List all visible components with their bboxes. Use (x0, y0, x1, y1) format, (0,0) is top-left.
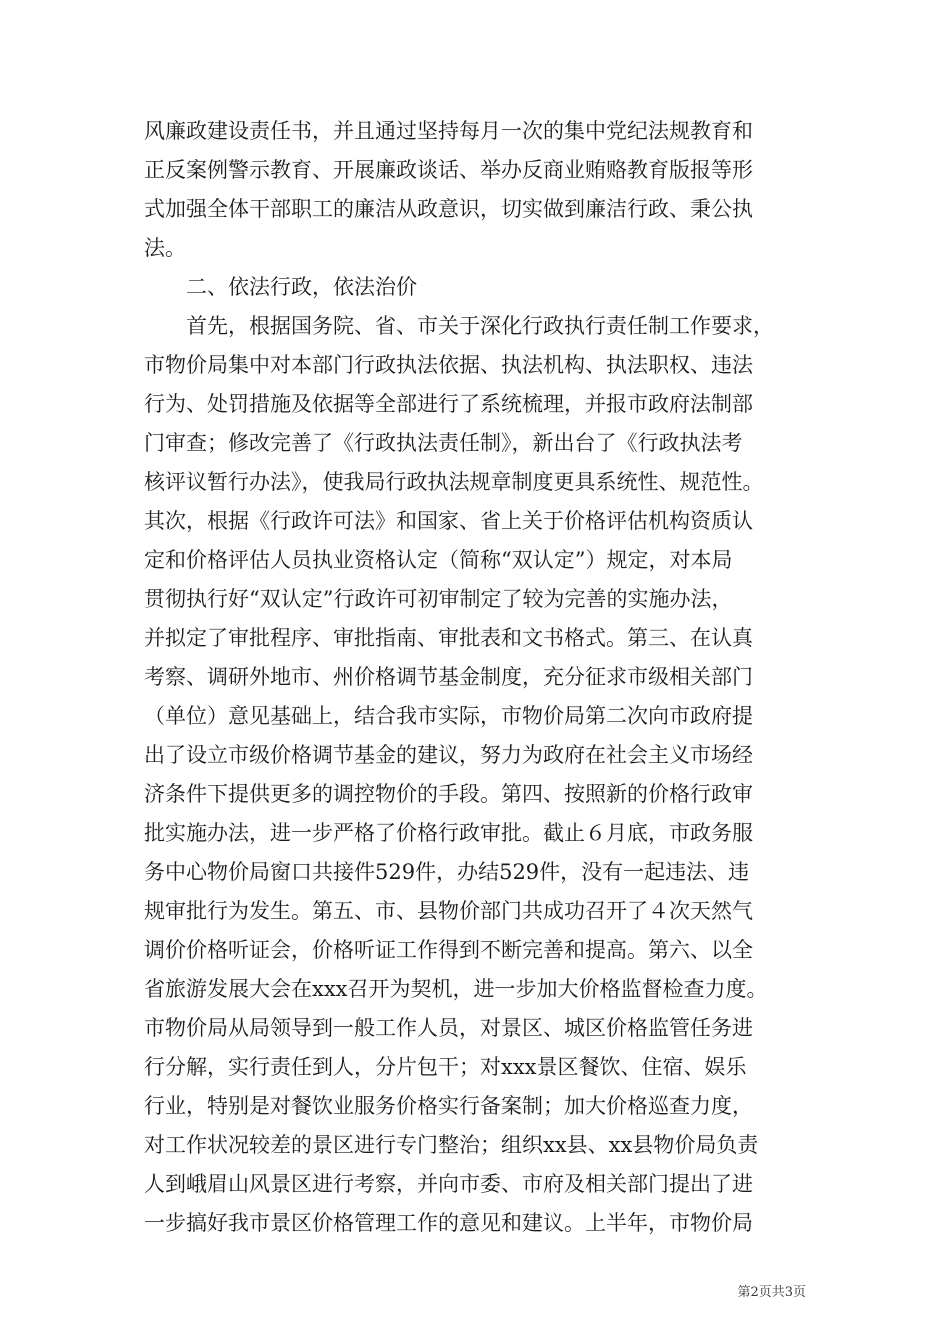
text-line: 首先，根据国务院、省、市关于深化行政执行责任制工作要求， (144, 314, 774, 338)
text-line: 出了设立市级价格调节基金的建议，努力为政府在社会主义市场经 (144, 743, 753, 767)
text-line: 考察、调研外地市、州价格调节基金制度，充分征求市级相关部门 (144, 665, 753, 689)
text-line: 调价价格听证会，价格听证工作得到不断完善和提高。第六、以全 (144, 938, 753, 962)
text-line: 正反案例警示教育、开展廉政谈话、举办反商业贿赂教育版报等形 (144, 158, 753, 182)
text-line: 风廉政建设责任书，并且通过坚持每月一次的集中党纪法规教育和 (144, 119, 753, 143)
text-line: 二、依法行政，依法治价 (144, 275, 417, 299)
text-line: 市物价局集中对本部门行政执法依据、执法机构、执法职权、违法 (144, 353, 753, 377)
page-number-footer: 第2页共3页 (737, 1285, 806, 1300)
text-line: 一步搞好我市景区价格管理工作的意见和建议。上半年，市物价局 (144, 1211, 753, 1235)
text-line: 贯彻执行好“双认定”行政许可初审制定了较为完善的实施办法， (144, 587, 733, 611)
text-line: 行业，特别是对餐饮业服务价格实行备案制；加大价格巡查力度， (144, 1094, 753, 1118)
text-line: 行为、处罚措施及依据等全部进行了系统梳理，并报市政府法制部 (144, 392, 753, 416)
text-line: 人到峨眉山风景区进行考察，并向市委、市府及相关部门提出了进 (144, 1172, 753, 1196)
text-line: 务中心物价局窗口共接件529件，办结529件，没有一起违法、违 (144, 860, 750, 884)
text-line: 省旅游发展大会在xxx召开为契机，进一步加大价格监督检查力度。 (144, 977, 768, 1001)
text-line: 法。 (144, 236, 186, 260)
text-line: （单位）意见基础上，结合我市实际，市物价局第二次向市政府提 (144, 704, 753, 728)
document-body (144, 112, 808, 1243)
text-line: 定和价格评估人员执业资格认定（简称“双认定”）规定，对本局 (144, 548, 733, 572)
text-line: 对工作状况较差的景区进行专门整治；组织xx县、xx县物价局负责 (144, 1133, 759, 1157)
text-line: 式加强全体干部职工的廉洁从政意识，切实做到廉洁行政、秉公执 (144, 197, 753, 221)
text-line: 市物价局从局领导到一般工作人员，对景区、城区价格监管任务进 (144, 1016, 753, 1040)
text-line: 济条件下提供更多的调控物价的手段。第四、按照新的价格行政审 (144, 782, 753, 806)
text-line: 规审批行为发生。第五、市、县物价部门共成功召开了４次天然气 (144, 899, 753, 923)
text-line: 门审查；修改完善了《行政执法责任制》，新出台了《行政执法考 (144, 431, 743, 455)
text-line: 行分解，实行责任到人，分片包干；对xxx景区餐饮、住宿、娱乐 (144, 1055, 747, 1079)
text-line: 其次，根据《行政许可法》和国家、省上关于价格评估机构资质认 (144, 509, 753, 533)
text-line: 批实施办法，进一步严格了价格行政审批。截止６月底，市政务服 (144, 821, 753, 845)
text-line: 核评议暂行办法》，使我局行政执法规章制度更具系统性、规范性。 (144, 470, 764, 494)
text-line: 并拟定了审批程序、审批指南、审批表和文书格式。第三、在认真 (144, 626, 753, 650)
